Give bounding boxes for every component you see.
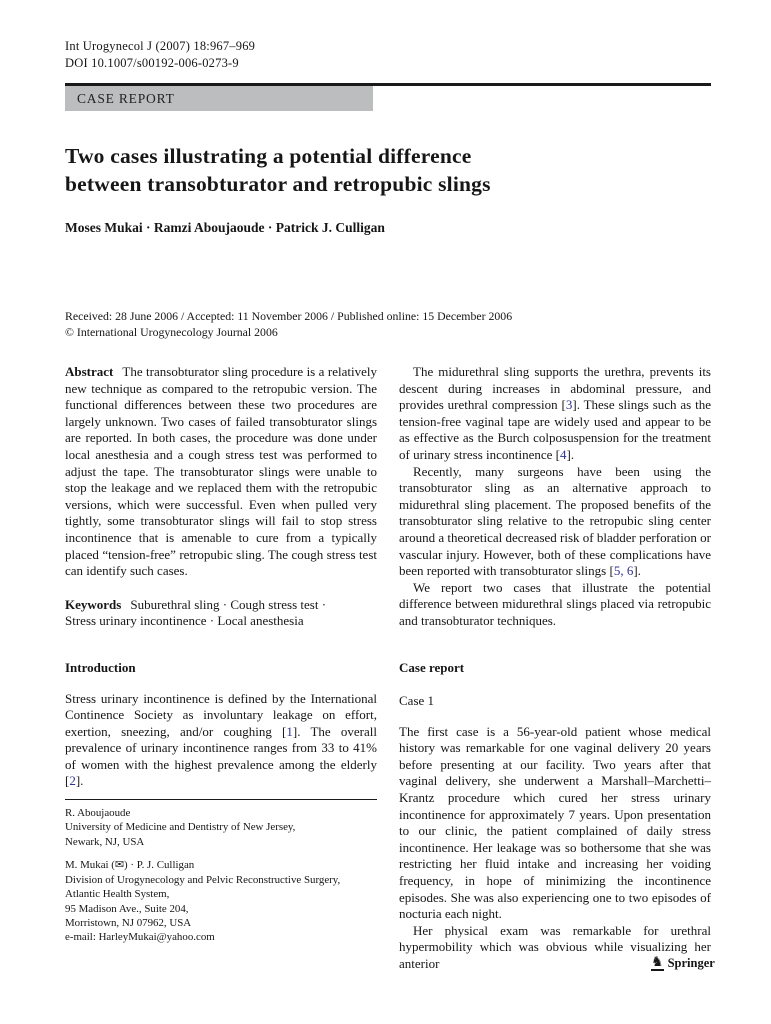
article-history <box>65 308 711 340</box>
midurethral-text-1: The midurethral sling supports the urethra, prevents its descent during increases in abdominal pressure, and provides urethral compression [ <box>399 364 711 413</box>
paper-title <box>65 143 711 198</box>
affiliation-block-2 <box>65 858 377 944</box>
doi-line: DOI 10.1007/s00192-006-0273-9 <box>65 56 239 70</box>
corresponding-email: e-mail: HarleyMukai@yahoo.com <box>65 931 215 944</box>
citation-ref-5-6[interactable]: 5, 6 <box>613 563 634 579</box>
affiliation-1-city: Newark, NJ, USA <box>65 835 145 848</box>
springer-horse-icon: ♞ <box>651 955 664 970</box>
midurethral-text-2: ]. These slings such as the tension-free vaginal tape are widely used and appear to be as effective as the Burch colposuspension for the treatment of urinary stress incontinence [ <box>399 397 711 462</box>
citation-ref-1[interactable]: 1 <box>286 723 293 739</box>
keywords-label: Keywords <box>65 596 122 612</box>
paper-title-line2: between transobturator and retropubic slings <box>65 171 491 196</box>
affiliation-1-name: R. Aboujaoude <box>65 807 131 820</box>
case-1-paragraph-2: Her physical exam was remarkable for urethral hypermobility which was obvious while visualizing her anterior <box>399 922 711 971</box>
keywords-paragraph <box>65 597 377 630</box>
affiliation-1-institution: University of Medicine and Dentistry of New Jersey, <box>65 821 296 834</box>
midurethral-text-3: ]. <box>566 446 575 462</box>
paragraph-we-report: We report two cases that illustrate the potential difference between midurethral slings placed via retropubic and transobturator techniques. <box>399 579 711 628</box>
recently-text-1: Recently, many surgeons have been using the transobturator sling as an alternative approach to midurethral sling placement. The proposed benefits of the transobturator sling relative to the retropubic sling center around a theoretical decreased risk of bladder perforation or vascular injury. However, both of these complications have been reported with transobturator slings [ <box>399 463 711 579</box>
springer-label: Springer <box>667 956 715 970</box>
affiliation-2-city: Morristown, NJ 07962, USA <box>65 916 192 929</box>
introduction-text-1: Stress urinary incontinence is defined by the International Continence Society as involuntary leakage on effort, exertion, sneezing, and/or coughing [ <box>65 690 377 739</box>
paragraph-recently <box>399 464 711 580</box>
copyright-line: © International Urogynecology Journal 2006 <box>65 325 278 339</box>
abstract-text: The transobturator sling procedure is a relatively new technique as compared to the retropubic version. The functional differences between these two procedures are largely unknown. Two cases of failed transobturator slings are reported. In both cases, the procedure was done under local anesthesia and a cough stress test was performed to adjust the tape. The transobturator slings were unable to stop the leakage and we replaced them with the retropubic versions, which were successful. Even when pulled very tightly, some transobturator slings will fail to stop stress incontinence that is amenable to cure from a typically placed “tension-free” retropubic sling. The cough stress test can identify such cases. <box>65 364 377 579</box>
citation-ref-4[interactable]: 4 <box>560 446 567 462</box>
right-column <box>399 364 711 973</box>
left-column <box>65 364 377 973</box>
keywords-line1: Suburethral sling · Cough stress test · <box>130 596 327 612</box>
introduction-text-2: ]. The overall prevalence of urinary incontinence ranges from 33 to 41% of women with the highest prevalence among the elderly [ <box>65 723 378 789</box>
case-1-paragraph-1: The first case is a 56-year-old patient whose medical history was remarkable for one vaginal delivery 20 years before presenting at our facility. Two years after that vaginal delivery, she underwent a Marshall–Marchetti–Krantz procedure which cured her stress urinary incontinence for approximately 7 years. Upon presentation to our clinic, the patient complained of daily stress incontinence. Her leakage was so bothersome that she was restricting her fluid intake and increasing her voiding frequency, in hope of minimizing the incontinence episodes. She was also experiencing one to two episodes of nocturia each night. <box>399 723 711 922</box>
case-1-subheading: Case 1 <box>399 693 435 709</box>
affiliations-footnote <box>65 799 377 945</box>
abstract-paragraph <box>65 364 377 580</box>
affiliation-2-street: 95 Madison Ave., Suite 204, <box>65 902 189 915</box>
received-line: Received: 28 June 2006 / Accepted: 11 November 2006 / Published online: 15 December 2006 <box>65 309 513 323</box>
journal-citation-line: Int Urogynecol J (2007) 18:967–969 <box>65 39 256 53</box>
paragraph-midurethral <box>399 364 711 464</box>
introduction-text-3: ]. <box>75 773 84 789</box>
two-column-body <box>65 364 711 973</box>
abstract-label: Abstract <box>65 364 114 379</box>
case-report-banner: CASE REPORT <box>65 86 373 111</box>
keywords-line2: Stress urinary incontinence · Local anesthesia <box>65 613 304 629</box>
affiliation-block-1 <box>65 806 377 849</box>
affiliation-2-system: Atlantic Health System, <box>65 888 170 901</box>
introduction-heading: Introduction <box>65 659 136 675</box>
header-rule <box>65 83 711 111</box>
citation-ref-3[interactable]: 3 <box>565 397 573 413</box>
paper-title-line1: Two cases illustrating a potential difference <box>65 144 472 168</box>
recently-text-2: ]. <box>633 563 641 579</box>
citation-ref-2[interactable]: 2 <box>69 773 76 789</box>
case-report-heading: Case report <box>399 659 465 675</box>
affiliation-2-name: M. Mukai (✉) · P. J. Culligan <box>65 859 195 872</box>
authors-line: Moses Mukai · Ramzi Aboujaoude · Patrick J. Culligan <box>65 220 385 235</box>
introduction-paragraph <box>65 691 377 791</box>
springer-logo <box>651 956 715 971</box>
affiliation-2-division: Division of Urogynecology and Pelvic Reconstructive Surgery, <box>65 873 341 886</box>
